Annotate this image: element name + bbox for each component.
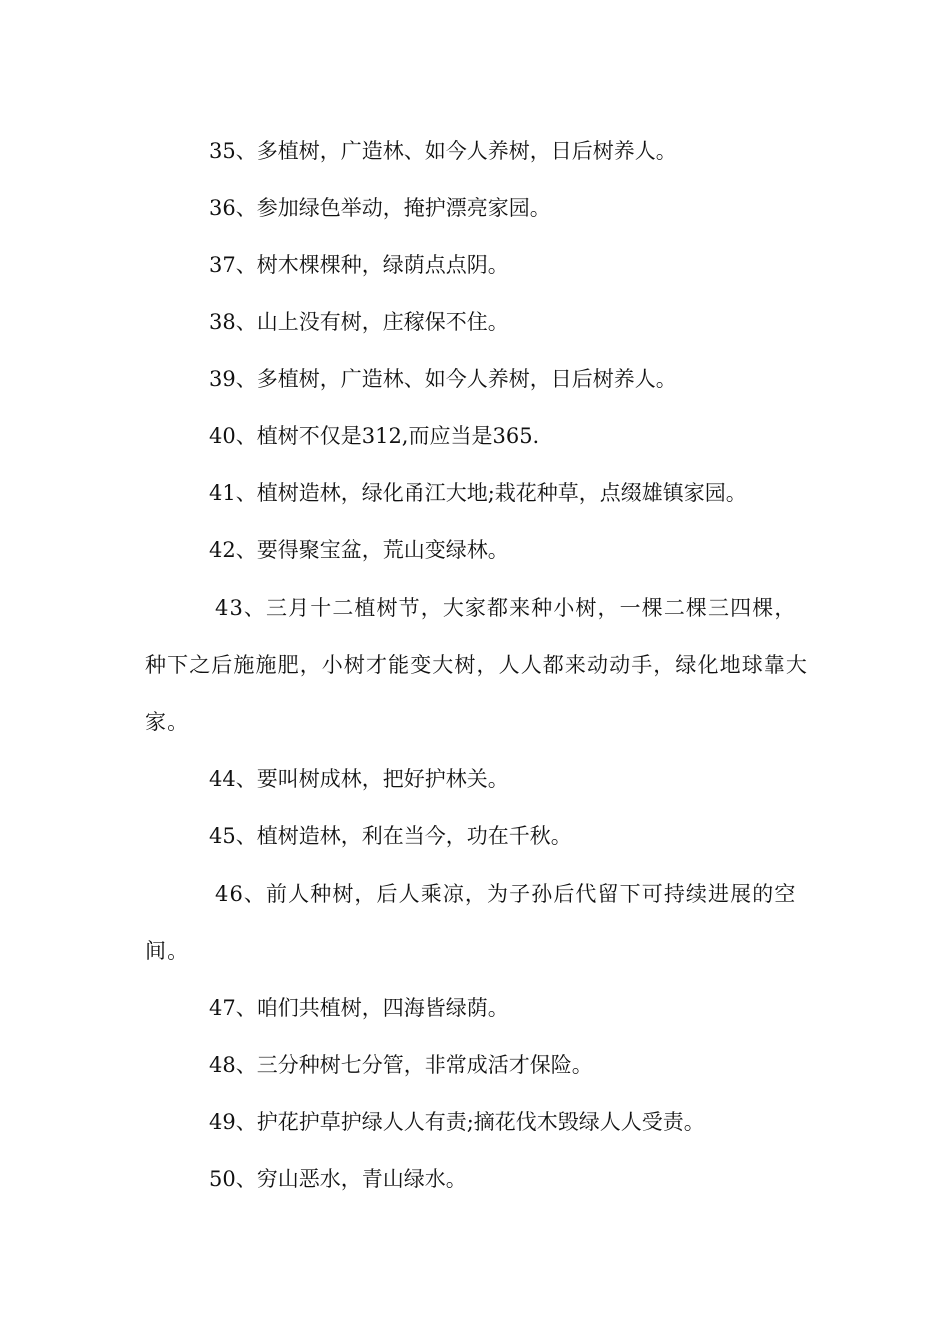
- slogan-44: 44、要叫树成林，把好护林关。: [209, 767, 509, 791]
- slogan-47: 47、咱们共植树，四海皆绿荫。: [209, 996, 509, 1020]
- slogan-49: 49、护花护草护绿人人有责;摘花伐木毁绿人人受责。: [209, 1110, 705, 1134]
- slogan-43: 43、三月十二植树节，大家都来种小树，一棵二棵三四棵，种下之后施施肥，小树才能变大树，人人都来动动手，绿化地球靠大家。: [145, 596, 808, 734]
- slogan-46: 46、前人种树，后人乘凉，为子孙后代留下可持续进展的空间。: [145, 882, 797, 963]
- slogan-42: 42、要得聚宝盆，荒山变绿林。: [209, 538, 509, 562]
- slogan-40: 40、植树不仅是312,而应当是365.: [209, 424, 540, 448]
- slogan-41: 41、植树造林，绿化甬江大地;栽花种草，点缀雄镇家园。: [209, 481, 747, 505]
- slogan-48: 48、三分种树七分管，非常成活才保险。: [209, 1053, 593, 1077]
- slogan-37: 37、树木棵棵种，绿荫点点阴。: [209, 253, 509, 277]
- slogan-38: 38、山上没有树，庄稼保不住。: [209, 310, 509, 334]
- slogan-36: 36、参加绿色举动，掩护漂亮家园。: [209, 196, 551, 220]
- slogan-39: 39、多植树，广造林、如今人养树，日后树养人。: [209, 367, 677, 391]
- slogan-50: 50、穷山恶水，青山绿水。: [209, 1167, 467, 1191]
- slogan-35: 35、多植树，广造林、如今人养树，日后树养人。: [209, 139, 677, 163]
- slogan-45: 45、植树造林，利在当今，功在千秋。: [209, 824, 572, 848]
